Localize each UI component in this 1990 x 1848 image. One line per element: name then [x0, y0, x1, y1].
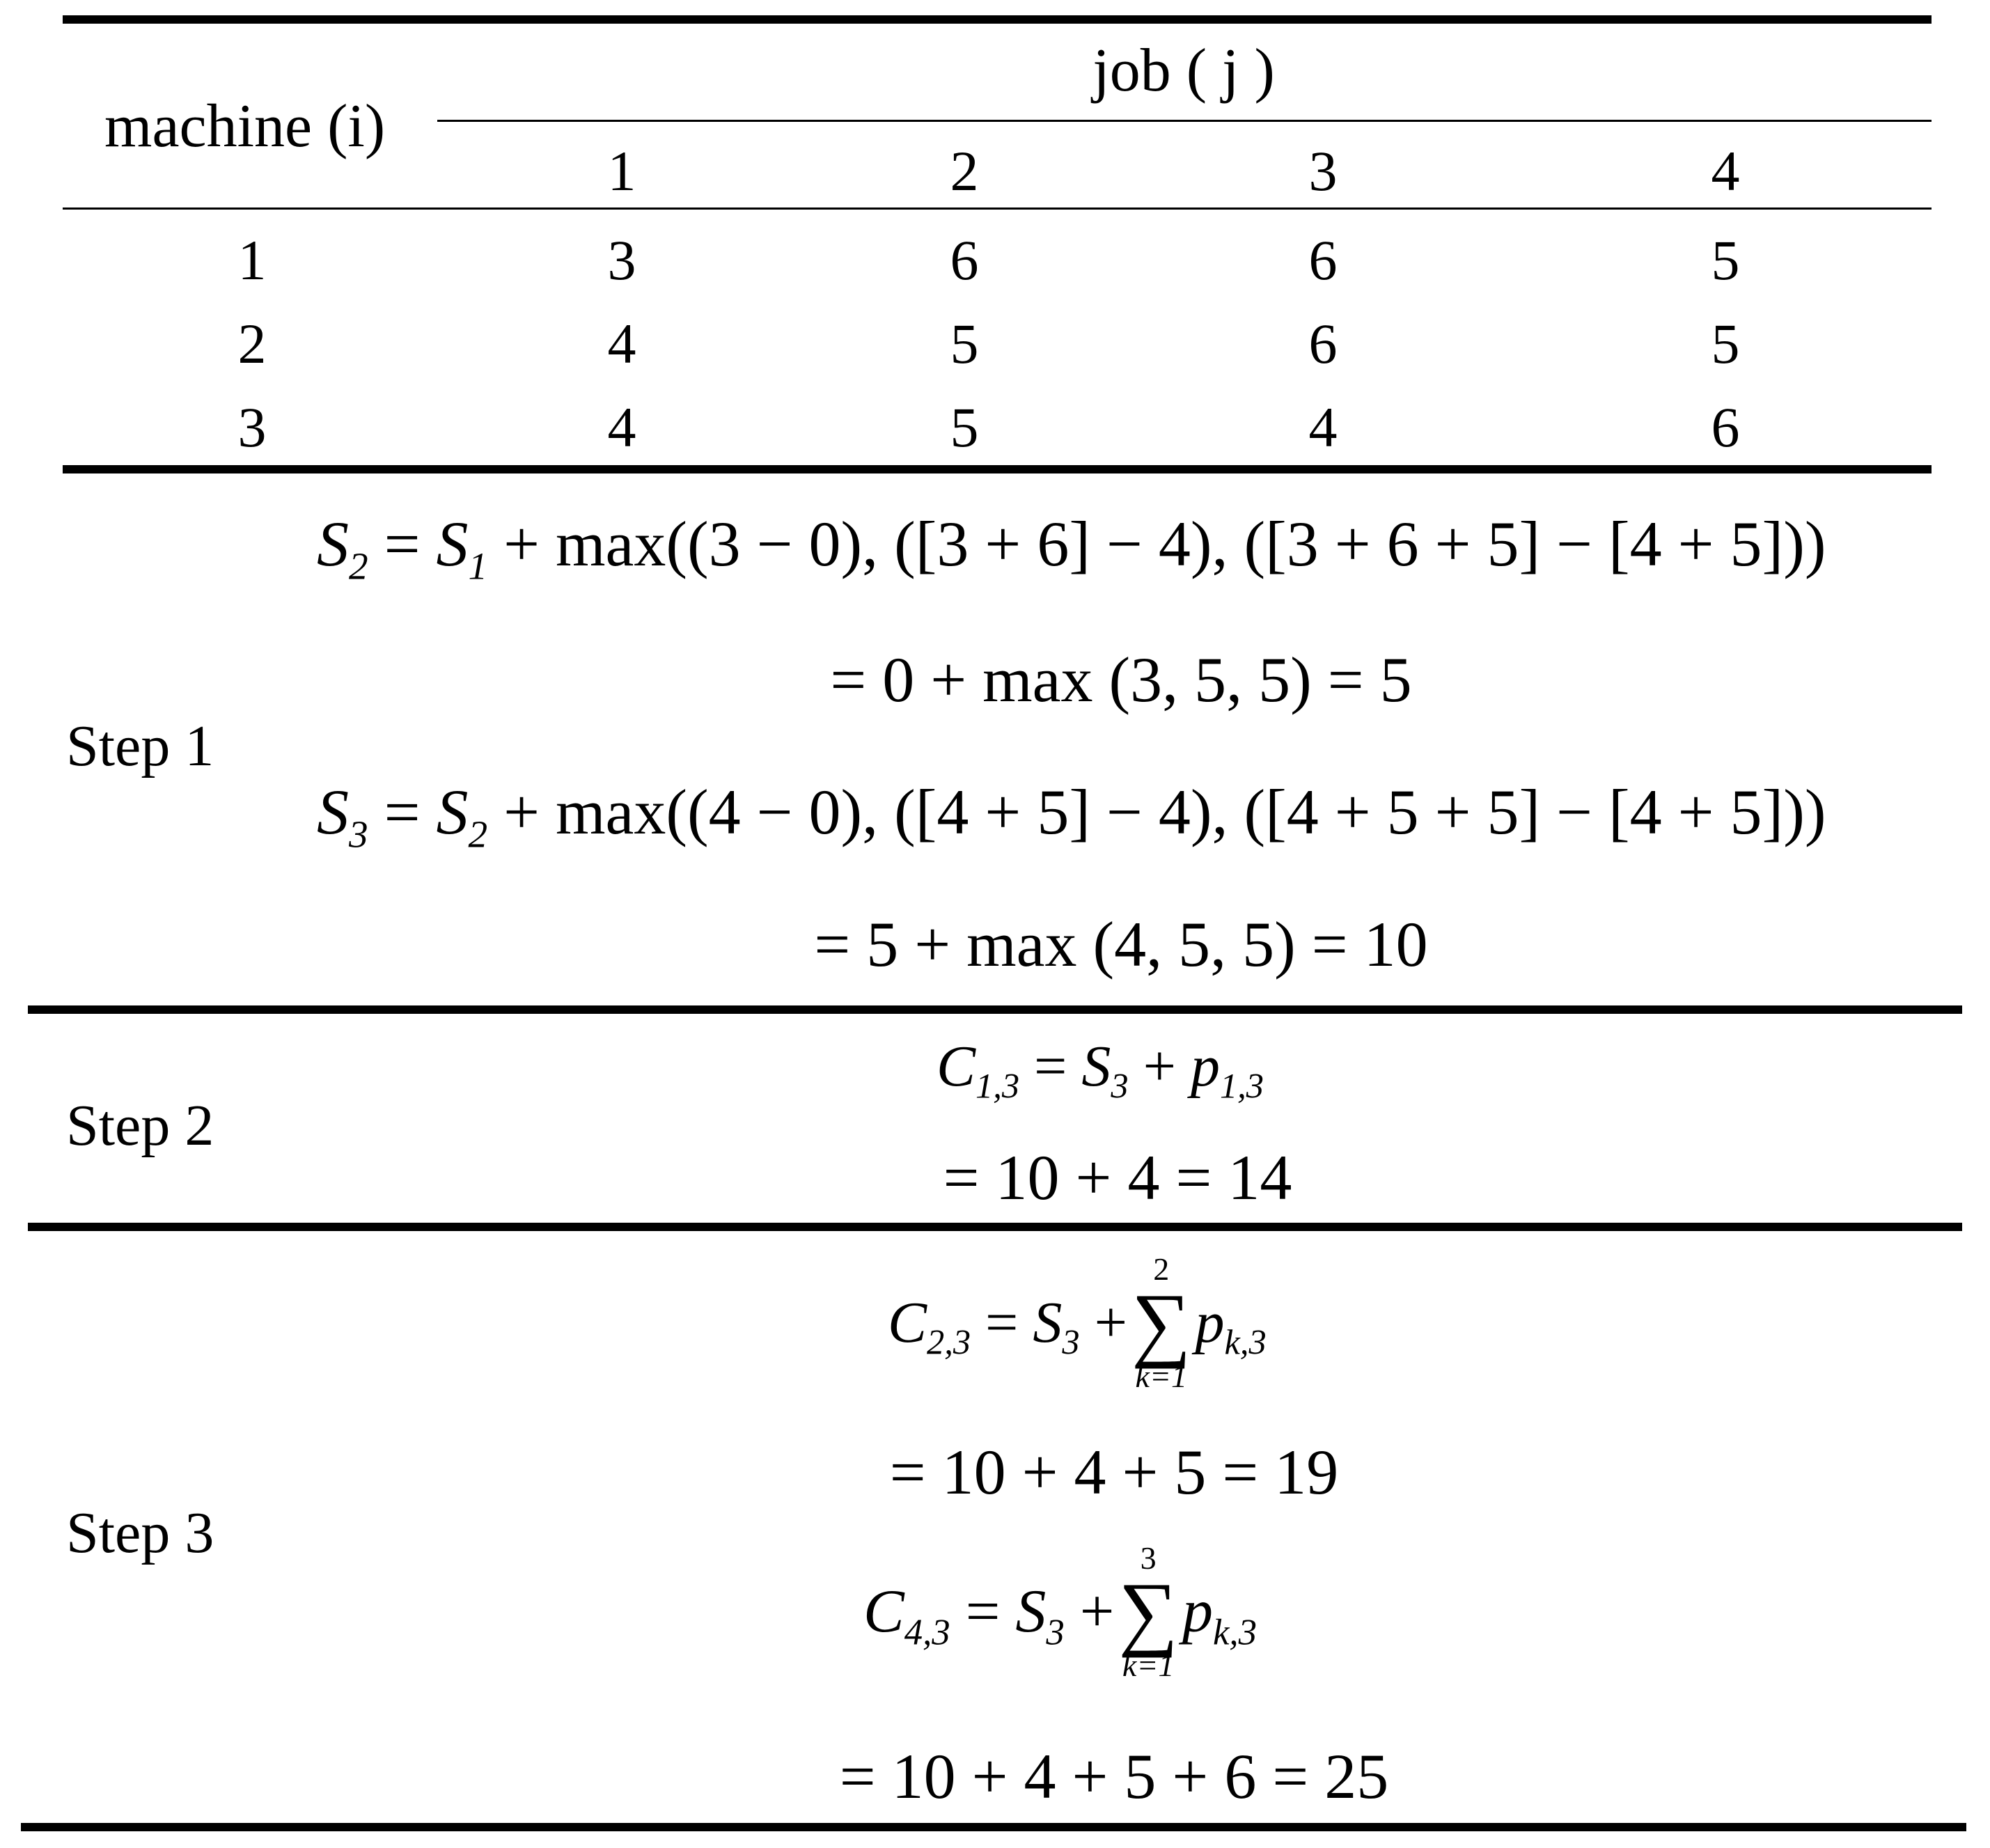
- table-cell: 5: [1711, 228, 1740, 292]
- step2-bottom-rule: [28, 1223, 1962, 1231]
- table-cell: 6: [950, 228, 979, 292]
- step-2-label: Step 2: [66, 1093, 214, 1158]
- sum-lower-limit: k=1: [1122, 1647, 1175, 1683]
- table-cell: 4: [1308, 396, 1338, 459]
- step3-equation-3: $C_{4,3}$ = $S_3$ + 3 ∑ k=1 $p_{k,3}$: [863, 1540, 1257, 1683]
- sum-lower-limit: k=1: [1135, 1358, 1187, 1394]
- var-pk3: $p_{k,3}$: [1195, 1290, 1267, 1362]
- table-cell: 4: [607, 396, 636, 459]
- job-header: [1092, 37, 1275, 104]
- job-header-rule: [437, 120, 1932, 122]
- step1-equation-2: = 0 + max (3, 5, 5) = 5: [830, 644, 1412, 715]
- table-cell: 4: [607, 312, 636, 375]
- summation-symbol: [1131, 1253, 1191, 1393]
- job-header-text: job ( j ): [1092, 37, 1275, 104]
- row-machine-1: 1: [237, 228, 267, 292]
- machine-header: [104, 93, 386, 160]
- table-cell: 5: [1711, 312, 1740, 375]
- column-header-rule: [63, 207, 1932, 210]
- var-c23: $C_{2,3}$: [888, 1290, 971, 1362]
- table-top-rule: [63, 15, 1932, 24]
- step3-equation-4: = 10 + 4 + 5 + 6 = 25: [839, 1741, 1389, 1812]
- step-1-label: Step 1: [66, 714, 214, 778]
- sigma-icon: ∑: [1118, 1565, 1178, 1658]
- step1-eq1-rhs: ((3 − 0), ([3 + 6] − 4), ([3 + 6 + 5] − [4 + 5])): [666, 508, 1826, 579]
- step3-bottom-rule: [21, 1823, 1966, 1831]
- var-c43: $C_{4,3}$: [863, 1578, 950, 1653]
- step2-equation-1: $C_{1,3} = S_3 + p_{1,3}$: [937, 1034, 1264, 1106]
- var-s3: $S_3$: [1015, 1578, 1065, 1653]
- table-cell: 5: [950, 312, 979, 375]
- row-machine-2: 2: [237, 312, 267, 375]
- sum-upper-limit: 3: [1140, 1540, 1157, 1576]
- table-cell: 6: [1308, 312, 1338, 375]
- summation-symbol: [1118, 1542, 1178, 1682]
- step3-equation-1: $C_{2,3}$ = $S_3$ + 2 ∑ k=1 $p_{k,3}$: [888, 1251, 1267, 1394]
- var-p13: $p_{1,3}$: [1190, 1034, 1264, 1106]
- table-bottom-rule: [63, 465, 1932, 473]
- step1-equation-3: $S_3 = S_2 + \max((4 - 0)$, ([4 + 5] − 4), ([4 + 5 + 5] − [4 + 5])): [317, 776, 1826, 856]
- machine-header-text: machine (i): [104, 93, 386, 160]
- step2-equation-2: = 10 + 4 = 14: [943, 1142, 1292, 1213]
- table-cell: 6: [1711, 396, 1740, 459]
- step1-equation-4: = 5 + max (4, 5, 5) = 10: [814, 909, 1428, 980]
- step1-equation-1: $S_2 = S_1 + \max((3 - 0)$, ([3 + 6] − 4), ([3 + 6 + 5] − [4 + 5])): [317, 508, 1826, 588]
- step3-equation-2: = 10 + 4 + 5 = 19: [889, 1436, 1339, 1508]
- step-3-label: Step 3: [66, 1501, 214, 1565]
- sigma-icon: ∑: [1131, 1276, 1191, 1369]
- table-cell: 6: [1308, 228, 1338, 292]
- var-c13: $C_{1,3}$: [937, 1034, 1020, 1106]
- var-s3: $S_3$: [317, 776, 368, 856]
- var-s3: $S_3$: [1033, 1290, 1080, 1362]
- row-machine-3: 3: [237, 396, 267, 459]
- var-s2: $S_2$: [317, 508, 368, 588]
- sum-upper-limit: 2: [1153, 1251, 1170, 1287]
- var-pk3: $p_{k,3}$: [1182, 1578, 1257, 1653]
- var-s2: $S_2$: [436, 776, 488, 856]
- column-header-1: 1: [607, 139, 636, 203]
- var-s3: $S_3$: [1081, 1034, 1129, 1106]
- column-header-2: 2: [950, 139, 979, 203]
- var-s1: $S_1$: [436, 508, 488, 588]
- column-header-4: 4: [1711, 139, 1740, 203]
- step1-bottom-rule: [28, 1005, 1962, 1014]
- column-header-3: 3: [1308, 139, 1338, 203]
- table-cell: 3: [607, 228, 636, 292]
- table-cell: 5: [950, 396, 979, 459]
- step1-eq3-rhs: ((4 − 0), ([4 + 5] − 4), ([4 + 5 + 5] − [4 + 5])): [666, 776, 1826, 847]
